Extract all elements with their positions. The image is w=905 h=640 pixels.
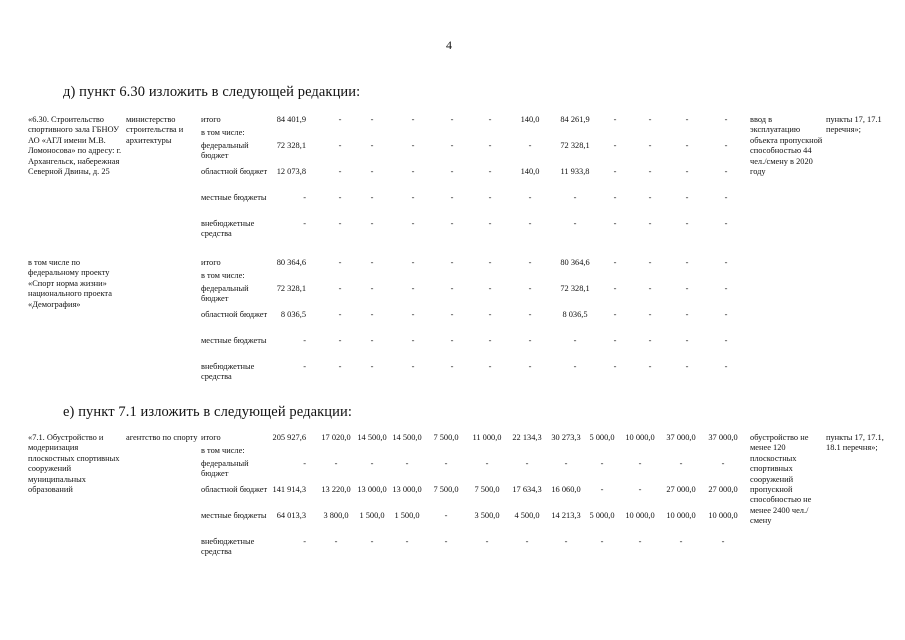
funding-source-label: внебюджетные средства [201,219,255,239]
year-value-cell: - [613,258,617,267]
funding-source-label: федеральный бюджет [201,459,249,479]
year-value-cell: - [450,258,454,267]
funding-row [0,141,905,165]
year-value-cell: - [334,459,338,468]
year-value-cell: - [564,459,568,468]
funding-source-label: федеральный бюджет [201,284,249,304]
year-value-cell: 14 500,0 [392,433,422,442]
total-value-cell: 8 036,5 [280,310,306,319]
year-value-cell: - [528,336,532,345]
year-value-cell: - [573,219,577,228]
funding-source-label: в том числе: [201,271,245,280]
year-value-cell: 7 500,0 [433,485,459,494]
year-value-cell: - [724,310,728,319]
total-value-cell: 80 364,6 [276,258,306,267]
year-value-cell: - [724,219,728,228]
year-value-cell: - [338,258,342,267]
year-value-cell: - [528,219,532,228]
funding-row [0,193,905,217]
year-value-cell: - [338,336,342,345]
year-value-cell: - [679,537,683,546]
total-value-cell: 72 328,1 [276,141,306,150]
year-value-cell: - [450,115,454,124]
year-value-cell: - [338,284,342,293]
year-value-cell: - [573,336,577,345]
year-value-cell: - [724,193,728,202]
year-value-cell: - [488,167,492,176]
total-value-cell: 72 328,1 [276,284,306,293]
total-value-cell: - [303,537,306,546]
year-value-cell: 7 500,0 [433,433,459,442]
year-value-cell: - [450,193,454,202]
funding-source-label: местные бюджеты [201,511,267,520]
year-value-cell: - [648,310,652,319]
year-value-cell: 11 000,0 [472,433,502,442]
year-value-cell: - [370,141,374,150]
funding-row [0,219,905,243]
year-value-cell: - [528,310,532,319]
year-value-cell: - [648,141,652,150]
year-value-cell: 30 273,3 [551,433,581,442]
expected-result: ввод в эксплуатацию объекта пропускной способностью 44 чел./смену в 2020 году [750,115,823,177]
reference-points: пункты 17, 17.1 перечня»; [826,115,882,135]
year-value-cell: - [685,141,689,150]
year-value-cell: - [370,284,374,293]
year-value-cell: - [370,310,374,319]
year-value-cell: - [528,193,532,202]
year-value-cell: - [444,459,448,468]
year-value-cell: - [411,310,415,319]
year-value-cell: 14 500,0 [357,433,387,442]
year-value-cell: - [370,258,374,267]
total-value-cell: 84 401,9 [276,115,306,124]
year-value-cell: 11 933,8 [560,167,590,176]
year-value-cell: - [648,284,652,293]
year-value-cell: - [638,459,642,468]
year-value-cell: 27 000,0 [708,485,738,494]
funding-row [0,537,905,561]
year-value-cell: 37 000,0 [708,433,738,442]
year-value-cell: 80 364,6 [560,258,590,267]
year-value-cell: - [600,485,604,494]
year-value-cell: - [370,537,374,546]
year-value-cell: - [573,362,577,371]
year-value-cell: - [488,141,492,150]
funding-source-label: местные бюджеты [201,336,267,345]
year-value-cell: 3 500,0 [474,511,500,520]
heading-section-d: д) пункт 6.30 изложить в следующей редакции: [63,84,361,100]
year-value-cell: - [338,141,342,150]
year-value-cell: 13 000,0 [357,485,387,494]
year-value-cell: - [600,459,604,468]
year-value-cell: - [613,167,617,176]
year-value-cell: - [613,141,617,150]
year-value-cell: - [724,141,728,150]
year-value-cell: - [613,219,617,228]
year-value-cell: - [724,115,728,124]
year-value-cell: - [488,258,492,267]
year-value-cell: - [724,258,728,267]
year-value-cell: - [648,336,652,345]
year-value-cell: 17 634,3 [512,485,542,494]
year-value-cell: 1 500,0 [359,511,385,520]
responsible-executor: агентство по спорту [126,433,198,442]
year-value-cell: - [450,284,454,293]
year-value-cell: - [685,258,689,267]
funding-source-label: в том числе: [201,446,245,455]
year-value-cell: - [528,362,532,371]
year-value-cell: - [488,310,492,319]
year-value-cell: - [450,219,454,228]
total-value-cell: - [303,193,306,202]
year-value-cell: - [338,167,342,176]
year-value-cell: - [573,193,577,202]
year-value-cell: 72 328,1 [560,284,590,293]
year-value-cell: - [411,362,415,371]
funding-row [0,362,905,386]
measure-description: «7.1. Обустройство и модернизация плоскостных спортивных сооружений муниципальных образований [28,433,120,495]
measure-description: в том числе по федеральному проекту «Спорт норма жизни» национального проекта «Демография» [28,258,112,309]
funding-source-label: областной бюджет [201,167,268,176]
funding-row [0,336,905,360]
year-value-cell: 7 500,0 [474,485,500,494]
year-value-cell: 3 800,0 [323,511,349,520]
funding-row [0,284,905,308]
year-value-cell: - [685,167,689,176]
year-value-cell: - [613,362,617,371]
year-value-cell: - [370,336,374,345]
funding-row [0,459,905,483]
year-value-cell: - [724,336,728,345]
year-value-cell: - [338,219,342,228]
year-value-cell: - [648,115,652,124]
funding-source-label: областной бюджет [201,310,268,319]
year-value-cell: - [411,115,415,124]
year-value-cell: - [488,362,492,371]
year-value-cell: 37 000,0 [666,433,696,442]
year-value-cell: - [444,511,448,520]
year-value-cell: - [613,284,617,293]
year-value-cell: - [338,310,342,319]
year-value-cell: - [411,284,415,293]
year-value-cell: 8 036,5 [562,310,588,319]
year-value-cell: 5 000,0 [589,433,615,442]
year-value-cell: - [450,310,454,319]
year-value-cell: - [721,537,725,546]
year-value-cell: - [724,284,728,293]
year-value-cell: - [370,167,374,176]
year-value-cell: - [370,459,374,468]
year-value-cell: - [685,115,689,124]
year-value-cell: - [411,167,415,176]
year-value-cell: - [411,336,415,345]
year-value-cell: 1 500,0 [394,511,420,520]
year-value-cell: - [613,310,617,319]
year-value-cell: - [485,537,489,546]
year-value-cell: - [613,193,617,202]
year-value-cell: 16 060,0 [551,485,581,494]
year-value-cell: - [724,362,728,371]
year-value-cell: 10 000,0 [625,433,655,442]
year-value-cell: - [613,336,617,345]
funding-source-label: местные бюджеты [201,193,267,202]
year-value-cell: 140,0 [520,167,540,176]
year-value-cell: - [685,310,689,319]
year-value-cell: - [525,537,529,546]
year-value-cell: - [685,193,689,202]
year-value-cell: 72 328,1 [560,141,590,150]
funding-row [0,310,905,334]
year-value-cell: - [485,459,489,468]
funding-source-label: областной бюджет [201,485,268,494]
year-value-cell: - [721,459,725,468]
year-value-cell: 13 220,0 [321,485,351,494]
year-value-cell: - [338,362,342,371]
funding-source-label: итого [201,115,221,124]
year-value-cell: - [528,258,532,267]
year-value-cell: - [528,141,532,150]
year-value-cell: - [444,537,448,546]
year-value-cell: - [411,219,415,228]
year-value-cell: - [450,141,454,150]
responsible-executor: министерство строительства и архитектуры [126,115,184,145]
total-value-cell: - [303,459,306,468]
year-value-cell: 10 000,0 [666,511,696,520]
year-value-cell: - [334,537,338,546]
year-value-cell: 14 213,3 [551,511,581,520]
year-value-cell: - [685,336,689,345]
year-value-cell: 10 000,0 [708,511,738,520]
year-value-cell: - [679,459,683,468]
total-value-cell: 205 927,6 [272,433,306,442]
year-value-cell: - [648,219,652,228]
year-value-cell: 17 020,0 [321,433,351,442]
year-value-cell: - [648,193,652,202]
year-value-cell: 4 500,0 [514,511,540,520]
year-value-cell: 84 261,9 [560,115,590,124]
expected-result: обустройство не менее 120 плоскостных спортивных сооружений пропускной способностью не менее 2400 чел./смену [750,433,812,526]
total-value-cell: - [303,336,306,345]
year-value-cell: - [648,258,652,267]
funding-source-label: итого [201,433,221,442]
year-value-cell: - [405,459,409,468]
year-value-cell: 5 000,0 [589,511,615,520]
year-value-cell: - [638,537,642,546]
funding-source-label: федеральный бюджет [201,141,249,161]
year-value-cell: - [525,459,529,468]
year-value-cell: - [488,284,492,293]
year-value-cell: - [370,115,374,124]
funding-row [0,167,905,191]
heading-section-e: е) пункт 7.1 изложить в следующей редакции: [63,404,352,420]
year-value-cell: - [488,193,492,202]
year-value-cell: - [405,537,409,546]
year-value-cell: - [638,485,642,494]
funding-source-label: внебюджетные средства [201,537,255,557]
year-value-cell: - [724,167,728,176]
year-value-cell: - [685,362,689,371]
year-value-cell: - [648,362,652,371]
year-value-cell: - [338,193,342,202]
year-value-cell: - [648,167,652,176]
year-value-cell: - [488,336,492,345]
year-value-cell: - [370,219,374,228]
year-value-cell: - [450,362,454,371]
year-value-cell: - [411,141,415,150]
funding-source-label: в том числе: [201,128,245,137]
year-value-cell: 140,0 [520,115,540,124]
year-value-cell: - [564,537,568,546]
total-value-cell: 64 013,3 [276,511,306,520]
year-value-cell: - [450,336,454,345]
year-value-cell: - [488,219,492,228]
year-value-cell: - [600,537,604,546]
funding-row [0,485,905,509]
total-value-cell: 141 914,3 [272,485,306,494]
year-value-cell: - [685,284,689,293]
reference-points: пункты 17, 17.1, 18.1 перечня»; [826,433,884,453]
total-value-cell: - [303,219,306,228]
year-value-cell: - [613,115,617,124]
year-value-cell: - [450,167,454,176]
year-value-cell: - [411,193,415,202]
year-value-cell: - [370,362,374,371]
year-value-cell: 27 000,0 [666,485,696,494]
year-value-cell: 22 134,3 [512,433,542,442]
year-value-cell: - [411,258,415,267]
page-number: 4 [446,38,452,52]
measure-description: «6.30. Строительство спортивного зала ГБНОУ АО «АГЛ имени М.В. Ломоносова» по адресу: г. Архангельск, набережная Северной Двины, д. 25 [28,115,122,177]
funding-row [0,511,905,535]
funding-source-label: внебюджетные средства [201,362,255,382]
year-value-cell: - [370,193,374,202]
total-value-cell: - [303,362,306,371]
year-value-cell: - [488,115,492,124]
year-value-cell: - [685,219,689,228]
year-value-cell: 13 000,0 [392,485,422,494]
year-value-cell: - [338,115,342,124]
funding-source-label: итого [201,258,221,267]
total-value-cell: 12 073,8 [276,167,306,176]
year-value-cell: - [528,284,532,293]
year-value-cell: 10 000,0 [625,511,655,520]
